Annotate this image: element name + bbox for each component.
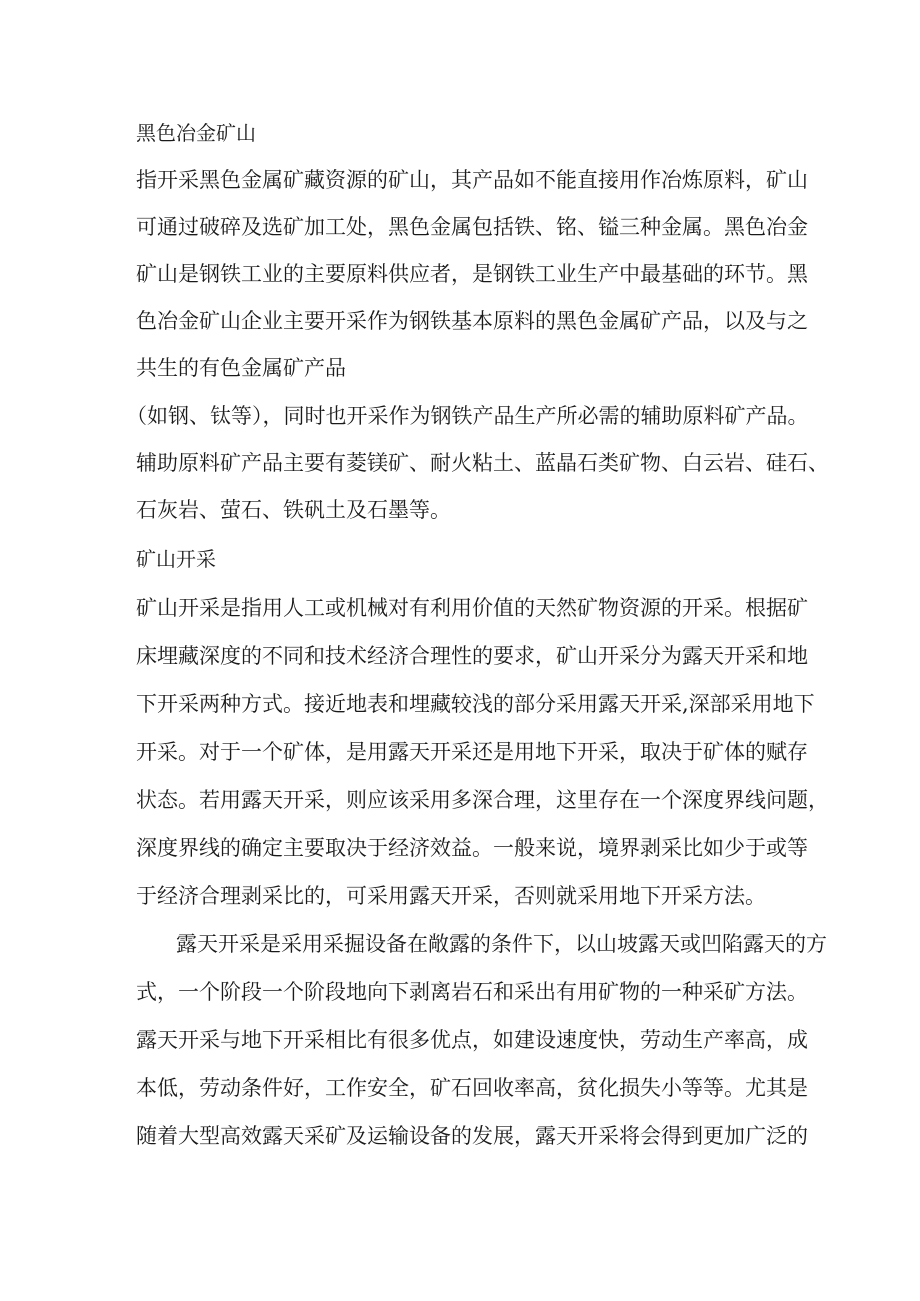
paragraph-line: 露天开采与地下开采相比有很多优点，如建设速度快，劳动生产率高，成 bbox=[136, 1028, 808, 1052]
paragraph-line: 石灰岩、萤石、铁矾土及石墨等。 bbox=[136, 498, 451, 522]
paragraph-line: 随着大型高效露天采矿及运输设备的发展，露天开采将会得到更加广泛的 bbox=[136, 1124, 808, 1148]
paragraph-line: 于经济合理剥采比的，可采用露天开采，否则就采用地下开采方法。 bbox=[136, 884, 766, 908]
section-heading-ferrous-mine: 黑色冶金矿山 bbox=[136, 121, 256, 145]
paragraph-line: 露天开采是采用采掘设备在敞露的条件下，以山坡露天或凹陷露天的方 bbox=[176, 932, 827, 956]
paragraph-line: 状态。若用露天开采，则应该采用多深合理，这里存在一个深度界线问题， bbox=[136, 788, 829, 812]
paragraph-line: （如钢、钛等），同时也开采作为钢铁产品生产所必需的辅助原料矿产品。 bbox=[126, 404, 809, 428]
section-heading-mining: 矿山开采 bbox=[136, 547, 216, 571]
paragraph-line: 式，一个阶段一个阶段地向下剥离岩石和采出有用矿物的一种采矿方法。 bbox=[136, 980, 808, 1004]
paragraph-line: 下开采两种方式。接近地表和埋藏较浅的部分采用露天开采,深部采用地下 bbox=[136, 692, 815, 716]
paragraph-line: 矿山是钢铁工业的主要原料供应者，是钢铁工业生产中最基础的环节。黑 bbox=[136, 262, 808, 286]
paragraph-line: 辅助原料矿产品主要有菱镁矿、耐火粘土、蓝晶石类矿物、白云岩、硅石、 bbox=[136, 451, 829, 475]
paragraph-line: 色冶金矿山企业主要开采作为钢铁基本原料的黑色金属矿产品，以及与之 bbox=[136, 309, 808, 333]
paragraph-line: 深度界线的确定主要取决于经济效益。一般来说，境界剥采比如少于或等 bbox=[136, 836, 808, 860]
paragraph-line: 指开采黑色金属矿藏资源的矿山，其产品如不能直接用作冶炼原料，矿山 bbox=[136, 168, 808, 192]
paragraph-line: 床埋藏深度的不同和技术经济合理性的要求，矿山开采分为露天开采和地 bbox=[136, 644, 808, 668]
paragraph-line: 本低，劳动条件好，工作安全，矿石回收率高，贫化损失小等等。尤其是 bbox=[136, 1076, 808, 1100]
paragraph-line: 开采。对于一个矿体，是用露天开采还是用地下开采，取决于矿体的赋存 bbox=[136, 740, 808, 764]
paragraph-line: 共生的有色金属矿产品 bbox=[136, 356, 346, 380]
paragraph-line: 矿山开采是指用人工或机械对有利用价值的天然矿物资源的开采。根据矿 bbox=[136, 596, 808, 620]
paragraph-line: 可通过破碎及选矿加工处，黑色金属包括铁、铭、镒三种金属。黑色冶金 bbox=[136, 215, 808, 239]
